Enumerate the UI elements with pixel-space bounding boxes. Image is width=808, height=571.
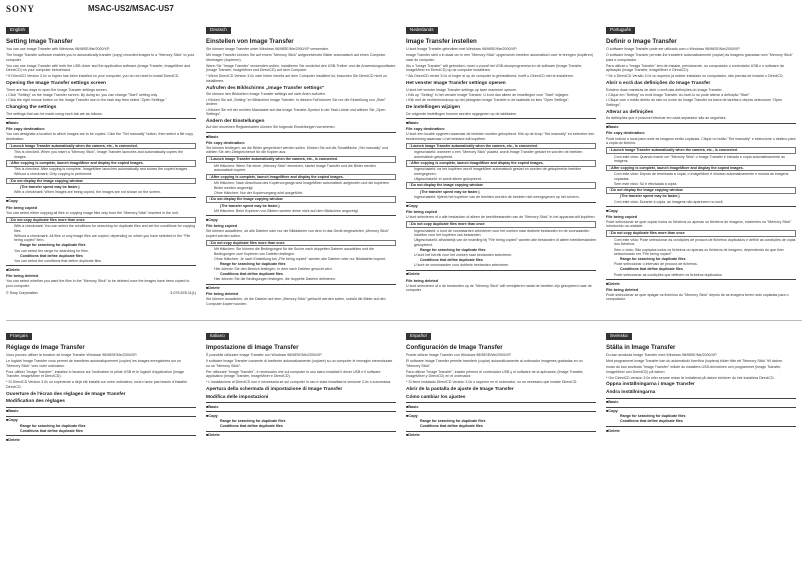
rule xyxy=(6,118,196,119)
option-no-copy-window: □Do not display the image copying window xyxy=(406,182,596,189)
change-settings-text: As definições que é possível efectuar em cada separador são as seguintes. xyxy=(606,116,727,121)
option-launch-imagemixer: □After copying is complete, launch ImageMixer and display the copied images. xyxy=(206,174,396,181)
option-launch-auto-note: Ingeschakeld: wanneer u een "Memory Stick" plaatst, wordt Image Transfer gestart en worden de beelden automatisch gekopieerd. xyxy=(414,149,583,159)
option-launch-auto-note: This is checked. When you insert a "Memory Stick", Image Transfer launches and automatically copies the images. xyxy=(14,149,183,159)
file-being-deleted-label: File being deleted xyxy=(6,273,39,278)
intro-text: U kunt Image Transfer gebruiken met Windows 98/98SE/Me/2000/XP. xyxy=(406,47,517,51)
option-no-copy-window-note: Com este visto: Durante a cópia, as imagens não aparecem no ecrã. xyxy=(614,199,724,204)
rule xyxy=(206,402,396,403)
conditions-label: Conditions that define duplicate files xyxy=(420,424,483,429)
language-column-english xyxy=(6,18,196,318)
range-text: Pode seleccionar o intervalo de procura de ficheiros. xyxy=(614,262,698,267)
list-item: • Klik met de rechtermuisknop op het pictogram Image Transfer in de taakbalk en kies "Open Settings". xyxy=(406,98,570,103)
section-title: Einstellen von Image Transfer xyxy=(206,38,294,45)
option-launch-auto: □Launch Image Transfer automatically when the camera, etc., is connected. xyxy=(206,156,396,163)
conditions-label: Conditions that define duplicate files xyxy=(620,267,683,272)
conditions-text: Pode seleccionar as condições que definem os ficheiros duplicados. xyxy=(614,272,723,277)
tab-delete-label: ■Delete xyxy=(606,281,620,286)
language-tag: English xyxy=(6,27,29,34)
intro-text: Puede utilizar Image Transfer con Windows 98/98SE/Me/2000/XP. xyxy=(406,353,512,357)
range-label: Range for searching for duplicate files xyxy=(420,418,486,423)
subheading-open-settings: Abrir de la pantalla de ajuste de Image Transfer xyxy=(406,387,514,393)
intro-text-3: Innan du kan använda "Image Transfer" måste du installera USB-drivrutinen och programmet (Image Transfer, ImageMixer och DirectCD) på datorn. xyxy=(606,365,782,374)
tab-basic-label: ■Basic xyxy=(406,120,419,125)
option-launch-imagemixer-note: Mit Häkchen: Nach Abschluss des Kopiervorgangs wird ImageMixer automatisch aufgerufen und die kopierten Bilder werden angezeigt. xyxy=(214,181,389,190)
intro-text-3: Als u "Image Transfer" wilt gebruiken, moet u vooraf het USB-stuurprogramma en de software (Image Transfer, ImageMixer en DirectCD) op de computer installeren. xyxy=(406,63,583,73)
list-item: • Klicken Sie mit der rechten Maustaste auf das Image Transfer-Symbol in der Task-Leiste und wählen Sie „Open Settings". xyxy=(206,107,386,117)
option-no-copy-window-sub: (The transfer speed may be faster.) xyxy=(420,189,480,194)
file-being-copied-text: You can select either copying all files or copying image files only from the "Memory Stick" inserted in the unit. xyxy=(6,210,179,215)
language-tag: Italiano xyxy=(206,333,229,340)
rule xyxy=(606,407,796,408)
copy-destination-text: Pode indicar o local para onde as imagens serão copiadas. Clique no botão "Set manually" e seleccione o destino para a cópia do ficheiro. xyxy=(606,136,796,146)
option-no-duplicates: □Do not copy duplicate files more than once xyxy=(6,217,196,224)
language-tag: Español xyxy=(406,333,431,340)
list-item: • Klicken Sie auf „Setting" im Bildschirm Image Transfer. In diesem Fall können Sie nur die Einstellung von „Start" ändern. xyxy=(206,97,386,107)
range-label: Range for searching for duplicate files xyxy=(220,418,286,423)
rule xyxy=(6,265,196,266)
rule xyxy=(606,123,796,124)
tab-copy-label: ■Copy xyxy=(606,409,618,414)
tab-delete-label: ■Delete xyxy=(406,272,420,277)
option-launch-auto-note: Mit Häkchen: Wenn Sie einen „Memory Stick" einsetzen, startet Image Transfer und die Bilder werden automatisch kopiert. xyxy=(214,163,376,173)
option-no-duplicates-note: With a checkmark: You can select the conditions for searching for duplicate files and set the conditions for copying files. xyxy=(14,224,196,233)
subheading-open-settings: Öppna inställningarna i Image Transfer xyxy=(606,382,695,388)
tab-basic-label: ■Basic xyxy=(606,400,619,405)
range-text: Hier können Sie den Bereich festlegen, in dem nach Dateien gesucht wird. xyxy=(214,266,333,271)
list-item: • Klik op "Setting" in het venster Image Transfer. U kunt dan alleen de instellingen voor "Start" wijzigen. xyxy=(406,93,570,98)
tab-copy-label: ■Copy xyxy=(206,217,218,222)
copy-destination-text: Sie können festlegen, wo die Bilder gespeichert werden sollen. Klicken Sie auf die Schaltfläche „Set manually" und wählen Sie den Zielspeicherort für die Kopien aus. xyxy=(206,145,389,155)
intro-text-2: Med programmet Image Transfer kan du automatiskt överföra (kopiera) bilder från ett "Memory Stick" till datorn. xyxy=(606,359,783,364)
intro-text-2: Il software Image Transfer consente di trasferire automaticamente (copiare) su un computer le immagini memorizzate su un "Memory Stick". xyxy=(206,359,393,368)
option-no-duplicates-note-2: Without a checkmark: All files or only image files are copied, depending on which you have selected in the "File being copied" item. xyxy=(14,233,191,243)
language-tag: Svenska xyxy=(606,333,632,340)
tab-basic-label: ■Basic xyxy=(206,134,219,139)
subheading-open-settings: Opening the Image Transfer settings screen xyxy=(6,81,106,87)
tab-copy-label: ■Copy xyxy=(6,418,18,423)
open-settings-list xyxy=(406,88,596,103)
intro-note: * Se o DirectCD Versão 3.0x ou superior já estiver instalado no computador, não precisa de instalar o DirectCD. xyxy=(606,74,784,79)
language-column-português xyxy=(606,18,796,318)
range-label: Range for searching for duplicate files xyxy=(20,243,86,248)
file-being-deleted-text: Sie können auswählen, ob die Dateien auf dem „Memory Stick" gelöscht werden sollen, sobald die Bilder auf den Computer kopiert wurden. xyxy=(206,297,386,306)
copy-destination-text: U kunt een locatie opgeven waarnaar de beelden worden gekopieerd. Klik op de knop "Set manually" en selecteer een bestemming waarnaar u het bestand wilt kopiëren. xyxy=(406,131,595,141)
range-label: Range for searching for duplicate files xyxy=(420,248,486,253)
intro-note: * L'installazione di DirectCD non è necessaria se sul computer in uso è stata installata la versione 3.0x o successiva. xyxy=(206,380,392,385)
copy-destination-label: File copy destination: xyxy=(606,131,646,136)
copy-destination-text: You can designate a location to which images are to be copied. Click the "Set manually" button, then select a file copy destination. xyxy=(6,131,194,141)
tab-delete-label: ■Delete xyxy=(206,286,220,291)
tab-copy-label: ■Copy xyxy=(406,204,418,209)
option-no-copy-window-note: With a checkmark: When images are being copied, the images are not shown on the screen. xyxy=(14,190,162,195)
rule xyxy=(6,416,196,417)
file-being-copied-label: File being copied xyxy=(406,210,438,215)
conditions-label: Conditions that define duplicate files xyxy=(220,424,283,429)
rule xyxy=(206,215,396,216)
range-label: Range for searching for duplicate files xyxy=(20,423,86,428)
range-label: Range for searching for duplicate files xyxy=(620,414,686,419)
open-settings-list xyxy=(206,92,396,117)
rule xyxy=(406,402,596,403)
subheading-change-settings: Cómo cambiar los ajustes xyxy=(406,394,466,400)
intro-text-3: You can use Image Transfer with both the USB driver and the application software (Image Transfer, ImageMixer and DirectCD) on your computer beforehand. xyxy=(6,63,191,73)
tab-delete-label: ■Delete xyxy=(6,267,20,272)
row-divider xyxy=(6,320,802,321)
tab-basic-label: ■Basic xyxy=(206,404,219,409)
option-launch-auto: □Launch Image Transfer automatically when the camera, etc., is connected. xyxy=(406,143,596,150)
section-title: Definir o Image Transfer xyxy=(606,38,677,45)
option-launch-imagemixer-note-2: Uitgeschakeld: er wordt alleen gekopieerd. xyxy=(414,177,482,182)
rule xyxy=(606,279,796,280)
language-tag: Português xyxy=(606,27,635,34)
list-item: • Clique com o botão direito do rato no ícone do Image Transfer na barra de tarefas e depois seleccione "Open Settings". xyxy=(606,98,783,108)
intro-text-3: Per utilizzare "Image Transfer", è necessario che sul computer in uso siano installati il driver USB e il software applicativo (Image Transfer, ImageMixer e DirectCD). xyxy=(206,369,381,379)
rule xyxy=(406,411,596,412)
language-tag: Français xyxy=(6,333,32,340)
option-launch-imagemixer-note: This is checked. After copying is complete, ImageMixer launches automatically and shows the copied images. xyxy=(14,167,189,172)
subheading-change-settings: Modifica delle impostazioni xyxy=(206,394,269,400)
language-column-deutsch xyxy=(206,18,396,318)
open-settings-list xyxy=(606,88,796,108)
intro-text-3: Pour utiliser "Image Transfer", installez à l'avance sur l'ordinateur le pilote USB et le logiciel d'application (Image Transfer, ImageMixer et DirectCD). xyxy=(6,369,184,379)
range-label: Range for searching for duplicate files xyxy=(620,257,686,262)
list-item: There are two ways to open the Image Transfer settings screen. xyxy=(6,87,108,92)
section-title: Image Transfer instellen xyxy=(406,38,477,45)
change-settings-text: The settings that can be made using each tab are as follows. xyxy=(6,111,103,116)
tab-copy-label: ■Copy xyxy=(606,208,618,213)
list-item: • Clique em "Setting" no ecrã Image Transfer. Ao fazê-lo só pode alterar a definição "Start". xyxy=(606,93,751,98)
option-no-duplicates: □Do not copy duplicate files more than once xyxy=(406,221,596,228)
tab-copy-label: ■Copy xyxy=(206,413,218,418)
subheading-change-settings: Alterar as definições xyxy=(606,109,654,115)
intro-note: * Si DirectCD Version 3.0x ou supérieure a déjà été installé sur votre ordinateur, vous n'avez pas besoin d'installer DirectCD. xyxy=(6,380,188,390)
option-no-copy-window: □Do not display the image copying window xyxy=(206,196,396,203)
option-no-duplicates-note-2: Sem o visto: São copiados todos os ficheiros ou apenas os ficheiros de imagens, dependendo do que tiver seleccionado em "File being copied". xyxy=(614,247,784,257)
conditions-label: Conditions that define duplicate files xyxy=(20,253,83,258)
rule xyxy=(406,431,596,432)
rule xyxy=(6,197,196,198)
change-settings-text: De volgende instellingen kunnen worden opgegeven op de tabbladen. xyxy=(406,111,518,116)
option-no-duplicates-note-2: Ohne Häkchen: Je nach Einstellung bei „File being copied" werden alle Dateien oder nur Bilddateien kopiert. xyxy=(214,256,387,261)
range-label: Range for searching for duplicate files xyxy=(220,261,286,266)
section-title: Ställa in Image Transfer xyxy=(606,344,676,351)
footer xyxy=(6,291,196,295)
conditions-label: Conditions that define duplicate files xyxy=(420,258,483,263)
conditions-text: U kunt de voorwaarden voor dubbele bestanden selecteren. xyxy=(414,263,510,268)
language-column-nederlands xyxy=(406,18,596,318)
rule xyxy=(606,398,796,399)
subheading-open-settings: Aufrufen des Bildschirms „Image Transfer settings" xyxy=(206,85,325,91)
file-being-deleted-text: U kunt selecteren of u de bestanden op de "Memory Stick" wilt verwijderen nadat de beelden zijn gekopieerd naar de computer. xyxy=(406,283,592,293)
sony-logo: SONY xyxy=(6,4,36,14)
option-no-copy-window-note: Mit Häkchen: Beim Kopieren von Bildern werden diese nicht auf dem Bildschirm angezeigt. xyxy=(214,208,359,213)
language-column-español xyxy=(406,324,596,568)
file-being-copied-label: File being copied xyxy=(606,214,638,219)
conditions-label: Conditions that define duplicate files xyxy=(220,272,283,277)
file-being-deleted-label: File being deleted xyxy=(206,292,239,297)
list-item: • Click "Setting" on the Image Transfer screen. By doing so, you can change "Start" setting only. xyxy=(6,93,158,98)
intro-note: * Wenn DirectCD Version 3.0x oder höher bereits auf dem Computer installiert ist, brauchen Sie DirectCD nicht zu installieren. xyxy=(206,74,387,84)
tab-delete-label: ■Delete xyxy=(6,437,20,442)
rule xyxy=(206,411,396,412)
intro-note: * Om DirectCD version 3.0x eller senare redan är installerat på datorn behöver du inte installera DirectCD. xyxy=(606,375,775,380)
option-launch-auto: □Launch Image Transfer automatically when the camera, etc., is connected. xyxy=(606,147,796,154)
rule xyxy=(606,206,796,207)
list-item: Existem duas maneiras de abrir o ecrã das definições do Image Transfer. xyxy=(606,87,723,92)
option-launch-imagemixer-note: Ingeschakeld: na het kopiëren wordt ImageMixer automatisch gestart en worden de gekopieerde beelden weergegeven. xyxy=(414,167,582,176)
conditions-text: You can select the conditions that define duplicate files. xyxy=(14,258,102,263)
rule xyxy=(206,132,396,133)
intro-text: Du kan använda Image Transfer med Windows 98/98SE/Me/2000/XP. xyxy=(606,353,718,357)
rule xyxy=(406,118,596,119)
language-tag: Deutsch xyxy=(206,27,231,34)
intro-note: * Als DirectCD versie 3.0x of hoger al op de computer is geïnstalleerd, hoeft u DirectCD niet te installeren. xyxy=(406,74,574,79)
intro-text-3: Wenn Sie "Image Transfer" verwenden wollen, installieren Sie zunächst den USB-Treiber und die Anwendungssoftware (Image Transfer, ImageMixer und DirectCD) auf dem Computer. xyxy=(206,63,396,73)
file-being-deleted-label: File being deleted xyxy=(406,278,439,283)
range-text: You can select the range for searching for files. xyxy=(14,248,89,253)
option-no-duplicates-note: Com este visto: Pode seleccionar as condições de procura de ficheiros duplicados e definir as condições de cópia dos ficheiros. xyxy=(614,237,796,247)
intro-text-2: The Image Transfer software enables you to automatically transfer (copy) recorded images to a "Memory Stick" to your computer. xyxy=(6,53,195,62)
copy-destination-label: File copy destination: xyxy=(406,126,446,131)
intro-text: You can use Image Transfer with Windows 98/98SE/Me/2000/XP. xyxy=(6,47,110,51)
rule xyxy=(406,202,596,203)
copy-destination-label: File copy destination: xyxy=(206,140,246,145)
intro-text: Vous pouvez utiliser la fonction de Image Transfer Windows 98/98SE/Me/2000/XP. xyxy=(6,353,138,357)
file-being-deleted-label: File being deleted xyxy=(606,287,639,292)
language-tag: Nederlands xyxy=(406,27,438,34)
list-item: Sie können den Bildschirm Image Transfer settings auf zwei Arten aufrufen. xyxy=(206,92,326,97)
intro-note: * If DirectCD Version 3.0x or higher has been installed on your computer, you do not need to install DirectCD. xyxy=(6,74,180,79)
tab-basic-label: ■Basic xyxy=(6,120,19,125)
subheading-open-settings: Ouverture de l'écran des réglages de Image Transfer xyxy=(6,391,126,397)
section-title: Configuración de Image Transfer xyxy=(406,344,503,351)
option-no-duplicates: □Do not copy duplicate files more than once xyxy=(206,240,396,247)
rule xyxy=(206,284,396,285)
conditions-label: Conditions that define duplicate files xyxy=(20,428,83,433)
subheading-open-settings: Abrir o ecrã das definições do Image Transfer xyxy=(606,81,711,87)
option-no-duplicates-note: Mit Häkchen: Sie können die Bedingungen für die Suche nach doppelten Dateien auswählen und die Bedingungen zum Kopieren von Dateien festlegen. xyxy=(214,247,375,256)
tab-basic-label: ■Basic xyxy=(606,125,619,130)
intro-note: * Si tiene instalado DirectCD Versión 3.0x o superior en el ordenador, no es necesario que instale DirectCD. xyxy=(406,380,578,385)
option-no-copy-window-note: Ingeschakeld: tijdens het kopiëren van de beelden worden de beelden niet weergegeven op het scherm. xyxy=(414,194,580,199)
copy-destination-label: File copy destination: xyxy=(6,126,46,131)
subheading-open-settings: Het venster Image Transfer settings openen xyxy=(406,81,506,87)
section-title: Impostazione di Image Transfer xyxy=(206,344,299,351)
option-no-copy-window-sub: (The transfer speed may be faster.) xyxy=(620,194,680,199)
tab-delete-label: ■Delete xyxy=(406,433,420,438)
option-launch-auto: □Launch Image Transfer automatically when the camera, etc., is connected. xyxy=(6,143,196,150)
subheading-change-settings: Ändern der Einstellungen xyxy=(206,118,265,124)
file-being-deleted-text: You can select whether you want the files in the "Memory Stick" to be deleted once the images have been copied to your computer. xyxy=(6,279,190,288)
model-number: MSAC-US2/MSAC-US7 xyxy=(88,4,174,13)
file-being-copied-label: File being copied xyxy=(6,205,38,210)
subheading-change-settings: Changing the settings xyxy=(6,105,57,111)
intro-text-2: El software Image Transfer permite transferir (copiar) automáticamente al ordenador imágenes grabadas en un "Memory Stick". xyxy=(406,359,583,368)
option-no-duplicates-note: Ingeschakeld: u kunt de voorwaarden selecteren voor het zoeken naar dubbele bestanden en de voorwaarden instellen voor het kopiëren van bestanden. xyxy=(414,228,590,238)
file-being-copied-label: File being copied xyxy=(206,223,238,228)
section-title: Setting Image Transfer xyxy=(6,38,73,45)
tab-delete-label: ■Delete xyxy=(606,428,620,433)
option-no-copy-window: □Do not display the image copying window xyxy=(606,187,796,194)
rule xyxy=(6,407,196,408)
intro-text: O software Image Transfer pode ser utilizado com o Windows 98/98SE/Me/2000/XP. xyxy=(606,47,741,51)
language-column-français xyxy=(6,324,196,568)
intro-text: È possibile utilizzare Image Transfer con Windows 98/98SE/Me/2000/XP. xyxy=(206,353,323,357)
change-settings-text: Auf den einzelnen Registerkarten können Sie folgende Einstellungen vornehmen. xyxy=(206,125,336,130)
tab-basic-label: ■Basic xyxy=(406,404,419,409)
file-being-copied-text: U kunt selecteren of u alle bestanden of alleen de beeldbestanden van de "Memory Stick" in het apparaat wilt kopiëren. xyxy=(406,215,596,220)
language-column-svenska xyxy=(606,324,796,568)
tab-copy-label: ■Copy xyxy=(6,199,18,204)
language-column-italiano xyxy=(206,324,396,568)
tab-basic-label: ■Basic xyxy=(6,409,19,414)
intro-text-2: O software Image Transfer permite-lhe transferir automaticamente (copiar) as imagens gravadas num "Memory Stick" para o computador. xyxy=(606,53,793,62)
section-title: Réglage de Image Transfer xyxy=(6,344,85,351)
subheading-change-settings: De instellingen wijzigen xyxy=(406,105,461,111)
rule xyxy=(6,435,196,436)
subheading-change-settings: Ändra inställningarna xyxy=(606,390,656,396)
option-launch-imagemixer: □After copying is complete, launch ImageMixer and display the copied images. xyxy=(606,165,796,172)
conditions-label: Conditions that define duplicate files xyxy=(620,419,683,424)
rule xyxy=(206,431,396,432)
option-no-duplicates: □Do not copy duplicate files more than once xyxy=(606,230,796,237)
option-launch-imagemixer-note-2: Without a checkmark: Only copying is performed. xyxy=(14,172,93,177)
option-no-copy-window-sub: (The transfer speed may be faster.) xyxy=(220,203,280,208)
rule xyxy=(606,426,796,427)
file-being-deleted-text: Pode seleccionar se quer apagar os ficheiros do "Memory Stick" depois de as imagens terem sido copiadas para o computador. xyxy=(606,292,789,302)
option-launch-auto-note: Com este visto: Quando inserir um "Memory Stick" o Image Transfer é iniciado e copia automaticamente as imagens. xyxy=(614,154,785,164)
tab-delete-label: ■Delete xyxy=(206,433,220,438)
option-no-copy-window: □Do not display the image copying window xyxy=(6,178,196,185)
list-item: • Click the right mouse button on the Image Transfer icon in the task tray then select "Open Settings." xyxy=(6,98,167,103)
subheading-change-settings: Modification des réglages xyxy=(6,399,65,405)
copyright: © Sony Corporation xyxy=(6,291,38,296)
rule xyxy=(406,270,596,271)
intro-text-3: Para utilizar "Image Transfer", instale primero el controlador USB y el software de la aplicación (Image Transfer, ImageMixer y DirectCD) en el ordenador. xyxy=(406,369,584,379)
intro-text-3: Para utilizar o "Image Transfer" tem de instalar, previamente, no computador o controlador USB e o software da aplicação (Image Transfer, ImageMixer e DirectCD). xyxy=(606,63,784,73)
intro-text-2: Mit Image Transfer können Sie auf einem "Memory Stick" aufgezeichnete Bilder automatisch auf einen Computer übertragen (kopieren). xyxy=(206,53,386,62)
option-launch-imagemixer-note: Com este visto: Depois de terminada a cópia, o ImageMixer é iniciado automaticamente e mostra as imagens copiadas. xyxy=(614,171,789,181)
option-no-duplicates-note-2: Uitgeschakeld: afhankelijk van de instelling bij "File being copied" worden alle bestanden of alleen beeldbestanden gekopieerd. xyxy=(414,238,596,247)
part-code: 3-079-578-11(1) xyxy=(170,291,196,296)
intro-text-2: Le logiciel Image Transfer vous permet de transférer automatiquement (copier) les images enregistrées sur un "Memory Stick" vers votre ordinateur. xyxy=(6,359,182,368)
range-text: U kunt het bereik voor het zoeken naar bestanden selecteren. xyxy=(414,253,513,258)
list-item: U kunt het venster Image Transfer settings op twee manieren openen. xyxy=(406,87,518,92)
page-header xyxy=(6,4,802,16)
subheading-open-settings: Apertura della schermata di impostazione di Image Transfer xyxy=(206,387,343,393)
option-launch-imagemixer: □After copying is complete, launch ImageMixer and display the copied images. xyxy=(6,160,196,167)
intro-text-2: Image Transfer stelt u in staat om in een "Memory Stick" opgenomen beelden automatisch over te brengen (kopiëren) naar de computer. xyxy=(406,53,593,62)
option-no-copy-window-sub: (The transfer speed may be faster.) xyxy=(20,185,80,190)
intro-text: Sie können Image Transfer unter Windows 98/98SE/Me/2000/XP verwenden. xyxy=(206,47,329,51)
option-launch-imagemixer-note-2: Sem este visto: Só é efectuada a cópia. xyxy=(614,181,678,186)
option-launch-imagemixer-note-2: Ohne Häkchen: Nur der Kopiervorgang wird ausgeführt. xyxy=(214,190,303,195)
conditions-text: Hier können Sie die Bedingungen festlegen, die doppelte Dateien definieren. xyxy=(214,277,336,282)
file-being-copied-text: Pode seleccionar se quer copiar todos os ficheiros ou apenas os ficheiros de imagens, existentes no "Memory Stick" introduzido na unidade. xyxy=(606,219,792,229)
option-launch-imagemixer: □After copying is complete, launch ImageMixer and display the copied images. xyxy=(406,160,596,167)
open-settings-list xyxy=(6,88,196,103)
file-being-copied-text: Sie können auswählen, ob alle Dateien oder nur die Bilddateien von dem in das Gerät eingesetzten „Memory Stick" kopiert werden sollen. xyxy=(206,228,390,238)
tab-copy-label: ■Copy xyxy=(406,413,418,418)
